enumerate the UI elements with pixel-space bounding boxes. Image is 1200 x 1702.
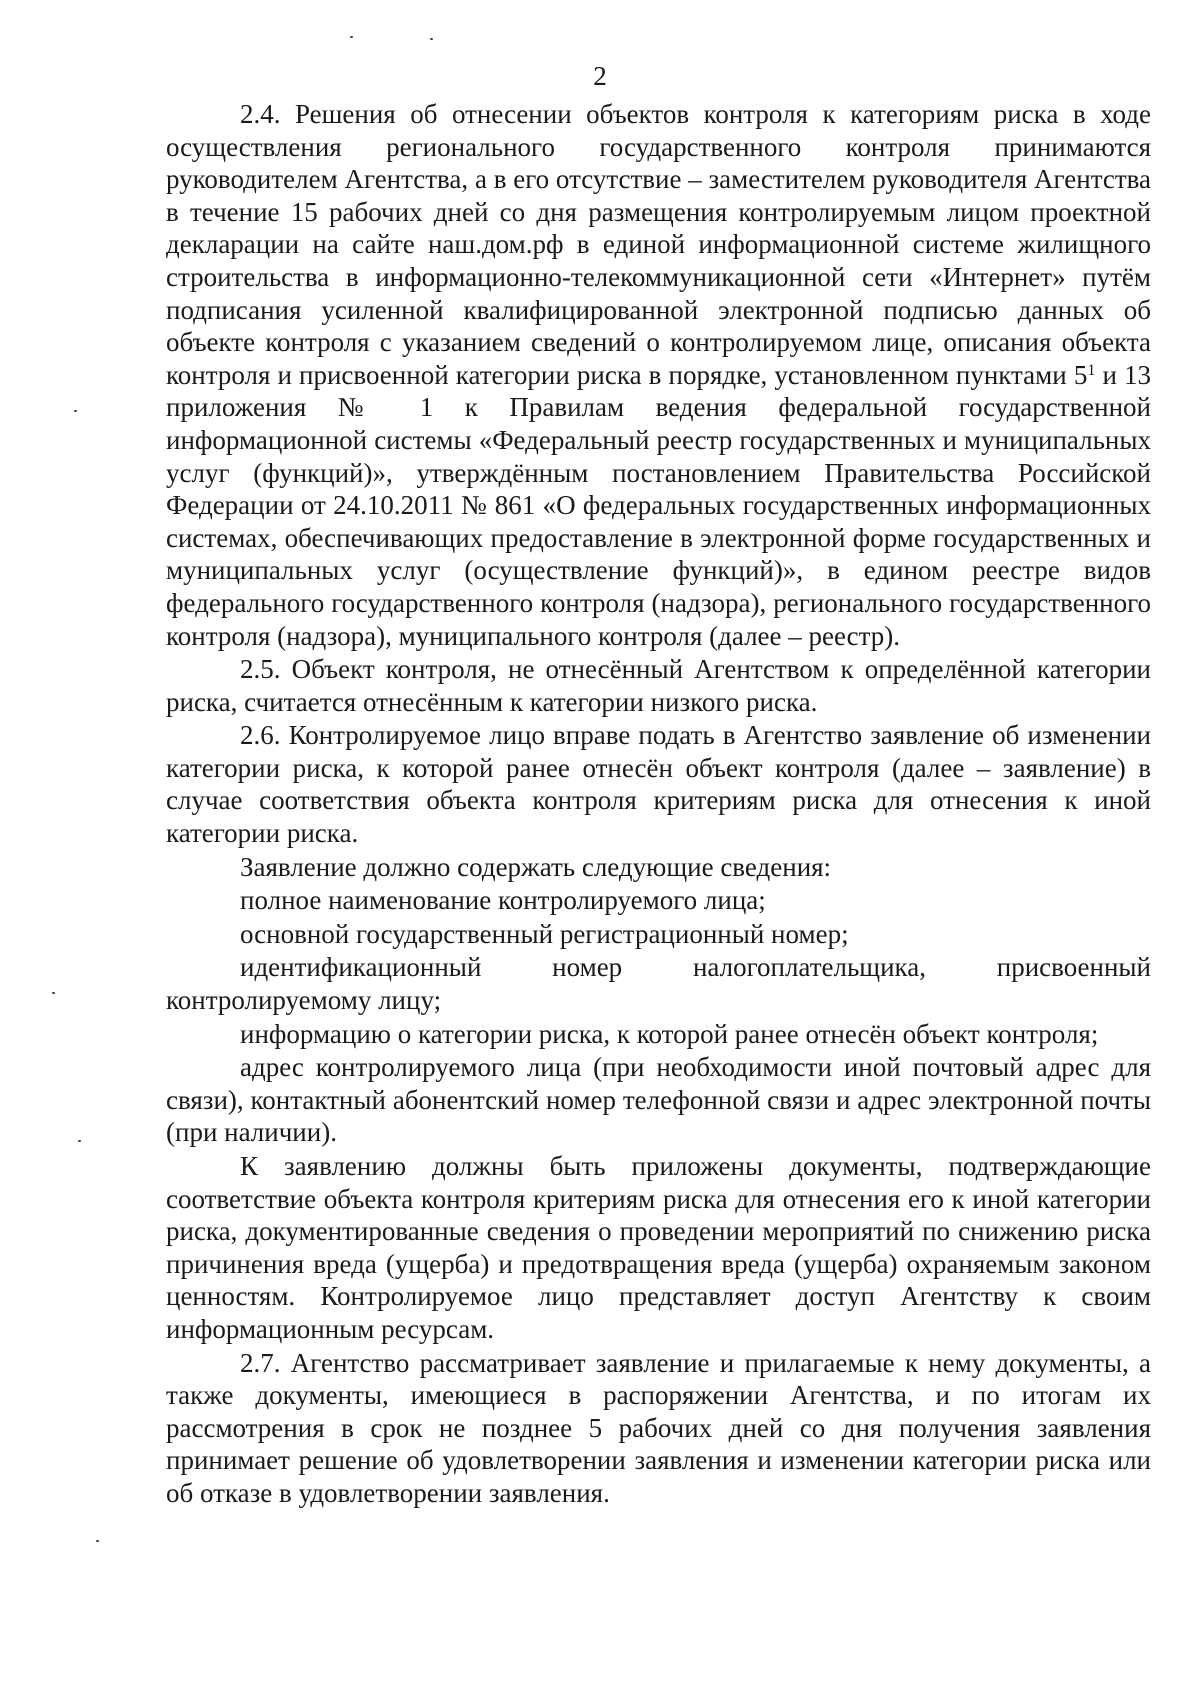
list-item-ogrn: основной государственный регистрационный номер; bbox=[240, 918, 849, 949]
scan-speck bbox=[96, 1540, 99, 1542]
paragraph-2-7: 2.7. Агентство рассматривает заявление и прилагаемые к нему документы, а также документы, имеющиеся в распоряжении Агентства, и по итогам их рассмотрения в срок не позднее 5 рабочих дней со дня получения заявления принимает решение об удовлетворении заявления и изменении категории риска или об отказе в удовлетворении заявления. bbox=[166, 1347, 1151, 1508]
scan-speck bbox=[78, 1140, 81, 1142]
paragraph-2-6-attachments: К заявлению должны быть приложены документы, подтверждающие соответствие объекта контроля критериям риска для отнесения его к иной категории риска, документированные сведения о проведении мероприятий по снижению риска причинения вреда (ущерба) и предотвращения вреда (ущерба) охраняемым законом ценностям. Контролируемое лицо представляет доступ Агентству к своим информационным ресурсам. bbox=[166, 1151, 1151, 1344]
paragraph-2-6: 2.6. Контролируемое лицо вправе подать в Агентство заявление об изменении категории риска, к которой ранее отнесён объект контроля (далее – заявление) в случае соответствия объекта контроля критериям риска для отнесения к иной категории риска. bbox=[166, 720, 1151, 849]
page-number: 2 bbox=[593, 61, 607, 91]
list-item-address: адрес контролируемого лица (при необходимости иной почтовый адрес для связи), контактный абонентский номер телефонной связи и адрес электронной почты (при наличии). bbox=[166, 1052, 1151, 1148]
document-body bbox=[166, 98, 1151, 1510]
paragraph-2-4-text-part-2: и 13 приложения № 1 к Правилам ведения федеральной государственной информационной системы «Федеральный реестр государственных и муниципальных услуг (функций)», утверждённым постановлением Правительства Российской Федерации от 24.10.2011 № 861 «О федеральных государственных информационных системах, обеспечивающих предоставление в электронной форме государственных и муниципальных услуг (осуществление функций)», в едином реестре видов федерального государственного контроля (надзора), регионального государственного контроля (надзора), муниципального контроля (далее – реестр). bbox=[166, 359, 1151, 651]
scan-speck bbox=[52, 992, 55, 994]
paragraph-2-4-text-part-1: 2.4. Решения об отнесении объектов контроля к категориям риска в ходе осуществления регионального государственного контроля принимаются руководителем Агентства, а в его отсутствие – заместителем руководителя Агентства в течение 15 рабочих дней со дня размещения контролируемым лицом проектной декларации на сайте наш.дом.рф в единой информационной системе жилищного строительства в информационно-телекоммуникационной сети «Интернет» путём подписания усиленной квалифицированной электронной подписью данных об объекте контроля с указанием сведений о контролируемом лице, описания объекта контроля и присвоенной категории риска в порядке, установленном пунктами 5 bbox=[166, 99, 1151, 390]
paragraph-2-4-superscript: 1 bbox=[1087, 361, 1096, 379]
paragraph-2-6-intro: Заявление должно содержать следующие сведения: bbox=[240, 851, 832, 882]
scan-speck bbox=[350, 36, 353, 38]
list-item-risk-category: информацию о категории риска, к которой ранее отнесён объект контроля; bbox=[240, 1018, 1099, 1049]
paragraph-2-4 bbox=[166, 98, 1151, 652]
scan-speck bbox=[74, 410, 77, 412]
paragraph-2-5: 2.5. Объект контроля, не отнесённый Агентством к определённой категории риска, считается отнесённым к категории низкого риска. bbox=[166, 654, 1151, 717]
list-item-full-name: полное наименование контролируемого лица; bbox=[240, 885, 766, 916]
list-item-inn: идентификационный номер налогоплательщика, присвоенный контролируемому лицу; bbox=[166, 952, 1151, 1016]
scan-speck bbox=[430, 38, 433, 40]
